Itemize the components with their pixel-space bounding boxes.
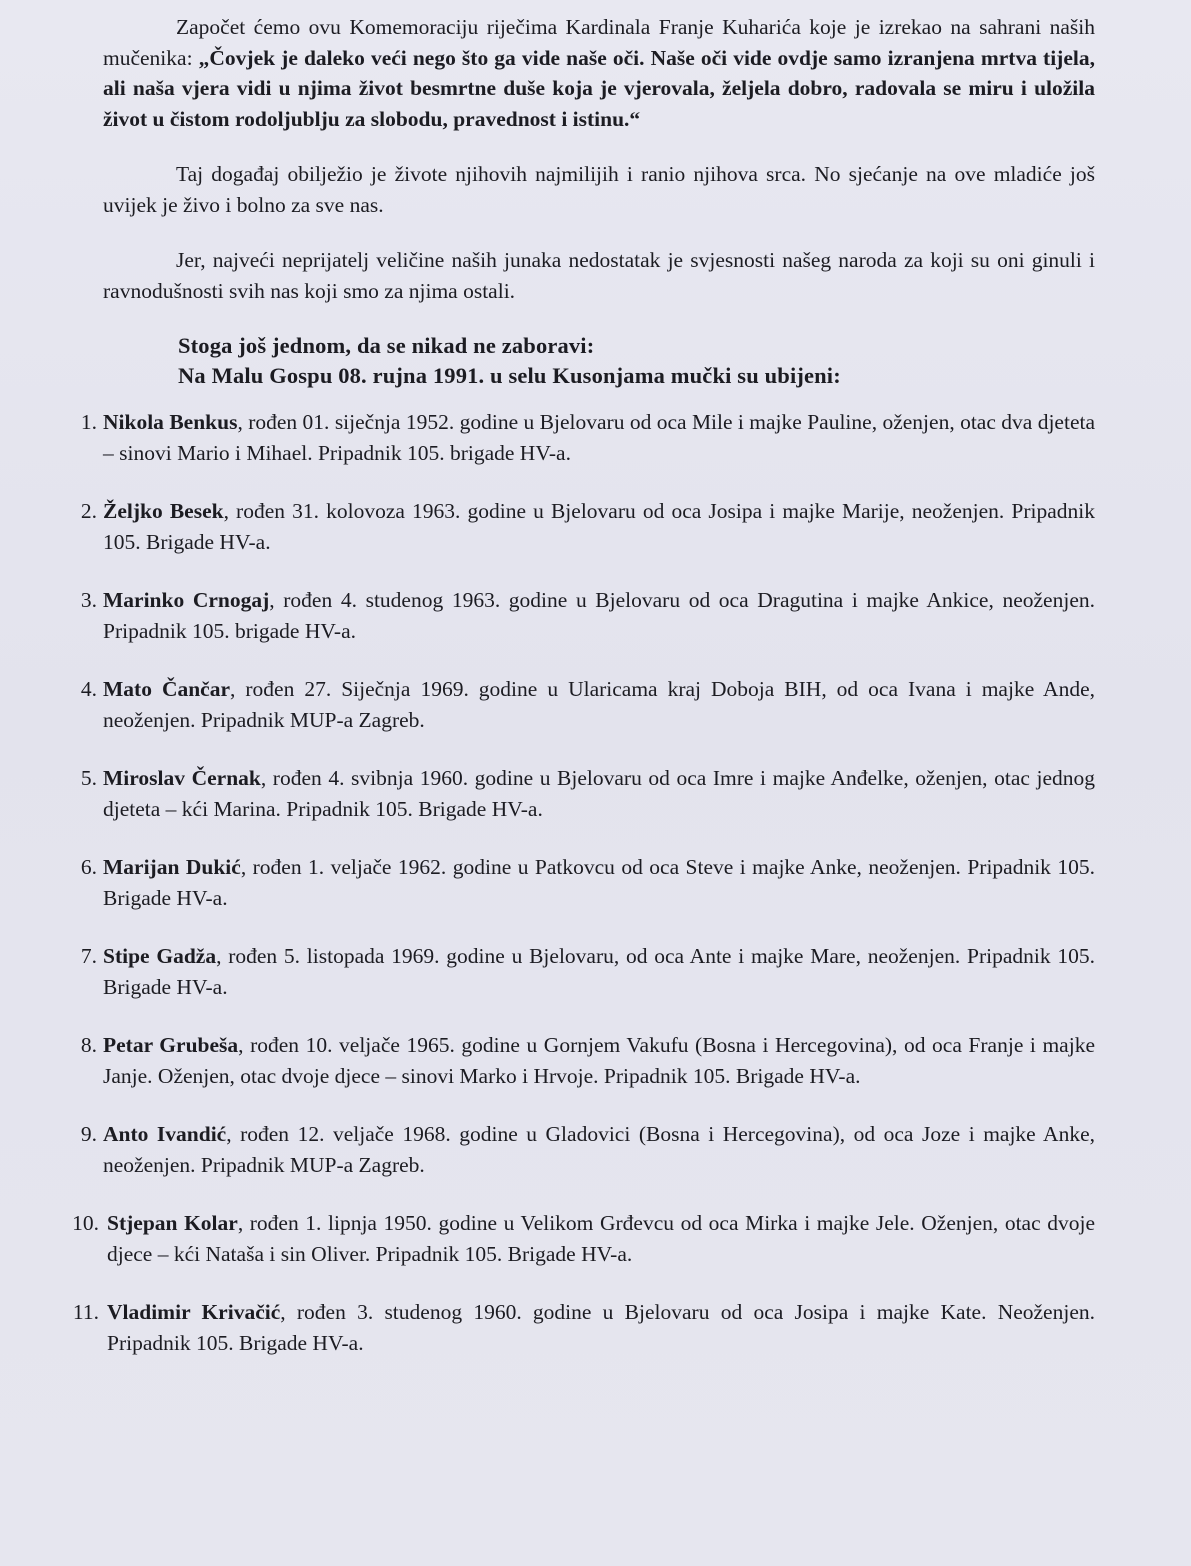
victim-item bbox=[63, 674, 1095, 735]
victim-details: , rođen 4. studenog 1963. godine u Bjelovaru od oca Dragutina i majke Ankice, neoženjen. Pripadnik 105. brigade HV-a. bbox=[103, 588, 1095, 643]
heading-line-1: Stoga još jednom, da se nikad ne zaboravi: bbox=[178, 333, 595, 358]
victim-item bbox=[63, 1119, 1095, 1180]
victim-name: Željko Besek bbox=[103, 499, 224, 523]
victim-number: 9. bbox=[80, 1122, 97, 1146]
heading-line-2: Na Malu Gospu 08. rujna 1991. u selu Kusonjama mučki su ubijeni: bbox=[178, 363, 841, 388]
intro-paragraph-1-text: Započet ćemo ovu Komemoraciju riječima Kardinala Franje Kuharića koje je izrekao na sahrani naših mučenika: bbox=[103, 15, 1095, 70]
victim-details: , rođen 01. siječnja 1952. godine u Bjelovaru od oca Mile i majke Pauline, oženjen, otac dva djeteta – sinovi Mario i Mihael. Pripadnik 105. brigade HV-a. bbox=[103, 410, 1095, 465]
victim-name: Nikola Benkus bbox=[103, 410, 238, 434]
victim-item bbox=[63, 1030, 1095, 1091]
victim-details: , rođen 5. listopada 1969. godine u Bjelovaru, od oca Ante i majke Mare, neoženjen. Pripadnik 105. Brigade HV-a. bbox=[103, 944, 1095, 999]
victim-name: Vladimir Krivačić bbox=[107, 1300, 281, 1324]
victim-item bbox=[63, 496, 1095, 557]
victim-item bbox=[63, 763, 1095, 824]
victim-item bbox=[63, 941, 1095, 1002]
victim-number: 5. bbox=[80, 766, 97, 790]
victim-item bbox=[63, 407, 1095, 468]
victim-name: Stjepan Kolar bbox=[107, 1211, 238, 1235]
victims-list bbox=[63, 407, 1095, 1358]
victim-details: , rođen 12. veljače 1968. godine u Gladovici (Bosna i Hercegovina), od oca Joze i majke Anke, neoženjen. Pripadnik MUP-a Zagreb. bbox=[103, 1122, 1095, 1177]
intro-paragraph-2: Taj događaj obilježio je živote njihovih najmilijih i ranio njihova srca. No sjećanje na ove mladiće još uvijek je živo i bolno za sve nas. bbox=[103, 162, 1095, 217]
victim-item bbox=[63, 852, 1095, 913]
victim-number: 4. bbox=[80, 677, 97, 701]
victim-details: , rođen 4. svibnja 1960. godine u Bjelovaru od oca Imre i majke Anđelke, oženjen, otac jednog djeteta – kći Marina. Pripadnik 105. Brigade HV-a. bbox=[103, 766, 1095, 821]
victim-number: 6. bbox=[80, 855, 97, 879]
memorial-heading bbox=[178, 331, 1095, 391]
victim-item bbox=[63, 1297, 1095, 1358]
intro-paragraph-1 bbox=[103, 12, 1095, 134]
victim-name: Petar Grubeša bbox=[103, 1033, 239, 1057]
victim-name: Marijan Dukić bbox=[103, 855, 241, 879]
victim-number: 10. bbox=[72, 1211, 99, 1235]
cardinal-quote: „Čovjek je daleko veći nego što ga vide naše oči. Naše oči vide ovdje samo izranjena mrtva tijela, ali naša vjera vidi u njima život besmrtne duše koja je vjerovala, željela dobro, radovala se miru i uložila život u čistom rodoljublju za slobodu, pravednost i istinu.“ bbox=[103, 45, 1095, 131]
victim-item bbox=[63, 585, 1095, 646]
victim-number: 2. bbox=[80, 499, 97, 523]
victim-name: Marinko Crnogaj bbox=[103, 588, 270, 612]
victim-name: Mato Čančar bbox=[103, 677, 231, 701]
victim-details: , rođen 10. veljače 1965. godine u Gornjem Vakufu (Bosna i Hercegovina), od oca Franje i majke Janje. Oženjen, otac dvoje djece – sinovi Marko i Hrvoje. Pripadnik 105. Brigade HV-a. bbox=[103, 1033, 1095, 1088]
victim-name: Stipe Gadža bbox=[103, 944, 217, 968]
victim-number: 1. bbox=[80, 410, 97, 434]
victim-number: 7. bbox=[80, 944, 97, 968]
victim-number: 3. bbox=[80, 588, 97, 612]
victim-details: , rođen 31. kolovoza 1963. godine u Bjelovaru od oca Josipa i majke Marije, neoženjen. Pripadnik 105. Brigade HV-a. bbox=[103, 499, 1095, 554]
victim-name: Miroslav Černak bbox=[103, 766, 261, 790]
victim-details: , rođen 1. lipnja 1950. godine u Velikom Grđevcu od oca Mirka i majke Jele. Oženjen, otac dvoje djece – kći Nataša i sin Oliver. Pripadnik 105. Brigade HV-a. bbox=[107, 1211, 1095, 1266]
intro-paragraph-3: Jer, najveći neprijatelj veličine naših junaka nedostatak je svjesnosti našeg naroda za koji su oni ginuli i ravnodušnosti svih nas koji smo za njima ostali. bbox=[103, 248, 1095, 303]
victim-number: 11. bbox=[72, 1300, 99, 1324]
victim-details: , rođen 27. Siječnja 1969. godine u Ularicama kraj Doboja BIH, od oca Ivana i majke Ande, neoženjen. Pripadnik MUP-a Zagreb. bbox=[103, 677, 1095, 732]
victim-item bbox=[63, 1208, 1095, 1269]
victim-details: , rođen 3. studenog 1960. godine u Bjelovaru od oca Josipa i majke Kate. Neoženjen. Pripadnik 105. Brigade HV-a. bbox=[107, 1300, 1095, 1355]
victim-details: , rođen 1. veljače 1962. godine u Patkovcu od oca Steve i majke Anke, neoženjen. Pripadnik 105. Brigade HV-a. bbox=[103, 855, 1095, 910]
victim-number: 8. bbox=[80, 1033, 97, 1057]
victim-name: Anto Ivandić bbox=[103, 1122, 227, 1146]
